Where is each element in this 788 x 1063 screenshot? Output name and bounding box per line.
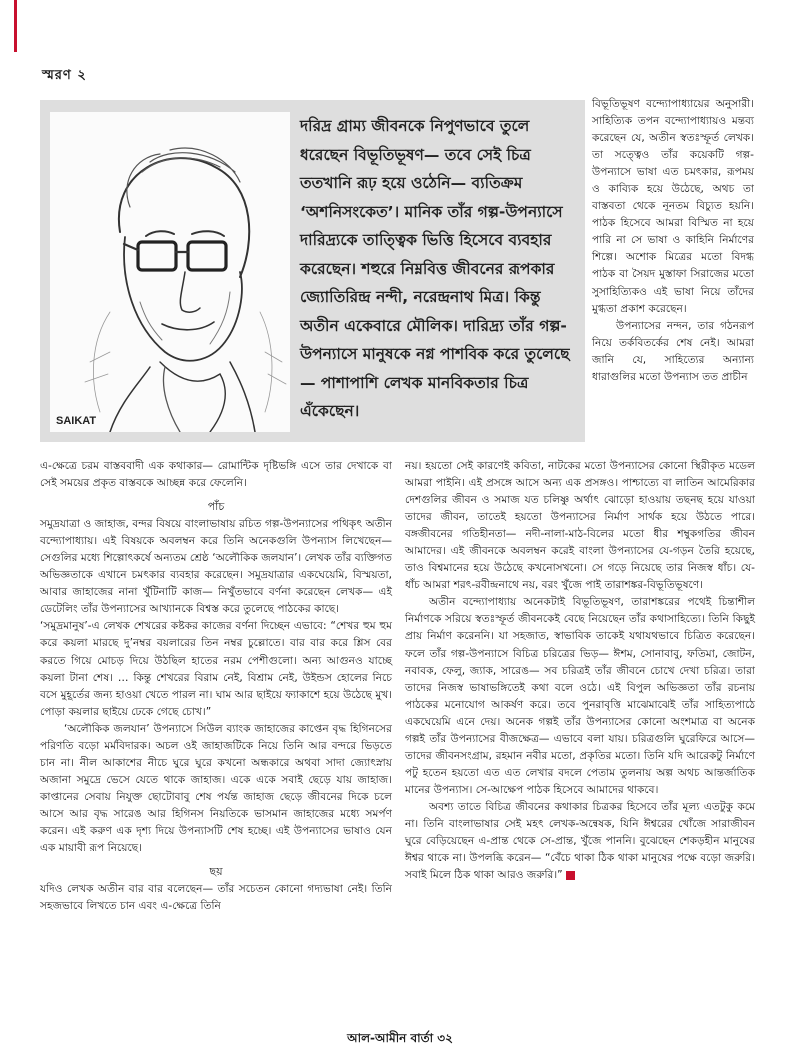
page-footer: আল-আমীন বার্তা ৩২ bbox=[347, 1031, 453, 1045]
accent-bar bbox=[14, 0, 17, 52]
paragraph: এ-ক্ষেত্রে চরম বাস্তববাদী এক কথাকার— রোমান্টিক দৃষ্টিভঙ্গি এসে তার দেখাকে বা সেই সময়ের প্রকৃত বাস্তবকে আচ্ছন্ন করে ফেলেনি। bbox=[40, 460, 392, 490]
paragraph bbox=[405, 799, 755, 884]
paragraph-text: অবশ্য তাতে বিচিত্র জীবনের কথাকার চিত্রকর হিসেবে তাঁর মূল্য এতটুকু কমে না। তিনি বাংলাভাষার সেই মহৎ লেখক-অন্বেষক, যিনি ঈশ্বরের খোঁজে সারাজীবন ঘুরে বেড়িয়েছেন এ-প্রান্ত থেকে সে-প্রান্ত, খুঁজে পাননি। বুঝেছেন শেকড়হীন মানুষের ঈশ্বর থাকে না। উপলব্ধি করেন— “বেঁচে থাকা ঠিক থাকা মানুষের পক্ষে বড়ো জরুরি। সবাই মিলে ঠিক থাকা আরও জরুরি।” bbox=[405, 800, 755, 882]
left-column bbox=[40, 458, 392, 915]
paragraph: ‘সমুদ্রমানুষ’-এ লেখক শেখরের কষ্টকর কাজের বর্ণনা দিচ্ছেন এভাবে: “শেখর হুম হুম করে কয়লা মারছে দু’নম্বর বয়লারের তিন নম্বর চুল্লোতে। বার বার করে শ্লিস বের করতে গিয়ে মোচড় দিয়ে উঠছিল হাতের নরম পেশীগুলো। অন্য আগুনও যাচ্ছে কয়লা টানা শেষ। … কিন্তু শেখরের বিরাম নেই, বিশ্রাম নেই, উইন্ডস হোলের নিচে বসে মুহূর্তের জন্য হাওয়া খেতে পারল না। ঘাম আর ছাইয়ে ফ্যাকাশে হয়ে উঠেছে মুখ। পোড়া কয়লার ছাইয়ে ঢেকে গেছে চোখ।” bbox=[40, 620, 392, 718]
pull-quote: দরিদ্র গ্রাম্য জীবনকে নিপুণভাবে তুলে ধরেছেন বিভূতিভূষণ— তবে সেই চিত্র ততখানি রূঢ় হয়ে ওঠেনি— ব্যতিক্রম ‘অশনিসংকেত’। মানিক তাঁর গল্প-উপন্যাসে দারিদ্র্যকে তাত্ত্বিক ভিত্তি হিসেবে ব্যবহার করেছেন। শহুরে নিম্নবিত্ত জীবনের রূপকার জ্যোতিরিন্দ্র নন্দী, নরেন্দ্রনাথ মিত্র। কিন্তু অতীন একেবারে মৌলিক। দারিদ্র্য তাঁর গল্প-উপন্যাসে মানুষকে নগ্ন পাশবিক করে তুলেছে— পাশাপাশি লেখক মানবিকতার চিত্র এঁকেছেন। bbox=[300, 117, 570, 420]
section-heading: ছয় bbox=[209, 865, 223, 879]
artist-signature: SAIKAT bbox=[56, 415, 97, 427]
portrait-illustration bbox=[50, 112, 290, 432]
right-column bbox=[592, 96, 754, 386]
end-mark-icon bbox=[566, 871, 575, 880]
paragraph: বিভূতিভূষণ বন্দ্যোপাধ্যায়ের অনুসারী। সাহিত্যিক তপন বন্দ্যোপাধ্যায়ও মন্তব্য করেছেন যে, অতীন স্বতঃস্ফূর্ত লেখক। তা সত্ত্বেও তাঁর কয়েকটি গল্প-উপন্যাসে ভাষা এত চমৎকার, রূপময় ও কাব্যিক হয়ে উঠেছে, অথচ তা বাস্তবতা থেকে নূনতম বিচ্যুত হয়নি। পাঠক হিসেবে আমরা বিস্মিত না হয়ে পারি না সে ভাষা ও কাহিনি নির্মাণের শিল্পে। অশোক মিত্রের মতো বিদগ্ধ পাঠক বা সৈয়দ মুস্তাফা সিরাজের মতো সুসাহিত্যিকও এই ভাষা নিয়ে তাঁদের মুগ্ধতা প্রকাশ করেছেন। bbox=[592, 98, 754, 315]
paragraph: সমুদ্রযাত্রা ও জাহাজ, বন্দর বিষয়ে বাংলাভাষায় রচিত গল্প-উপন্যাসের পথিকৃৎ অতীন বন্দ্যোপাধ্যায়। এই বিষয়কে অবলম্বন করে তিনি অনেকগুলি উপন্যাস লিখেছেন— সেগুলির মধ্যে শিল্পোৎকর্ষে অন্যতম শ্রেষ্ঠ ‘অলৌকিক জলযান’। লেখক তাঁর ব্যক্তিগত অভিজ্ঞতাকে এখানে চমৎকার ব্যবহার করেছেন। সমুদ্রযাত্রার একঘেয়েমি, বিস্ময়তা, আবার জাহাজের নানা খুঁটিনাটি কাজ— নিখুঁতভাবে বর্ণনা করেছেন লেখক— এই ডেটেলিং তাঁর উপন্যাসের আখ্যানকে বিশ্বস্ত করে তুলেছে পাঠকের কাছে। bbox=[40, 518, 392, 616]
paragraph: অতীন বন্দ্যোপাধ্যায় অনেকটাই বিভূতিভূষণ, তারাশঙ্করের পথেই চিন্তাশীল নির্মাণকে সরিয়ে স্বতঃস্ফূর্ত জীবনকেই বেছে নিয়েছেন তাঁর কথাসাহিত্যে। তিনি কিছুই প্রায় নির্মাণ করেননি। যা সহজাত, স্বাভাবিক তাকেই যথাযথভাবে চিত্রিত করেছেন। ফলে তাঁর গল্প-উপন্যাসে বিচিত্র চরিত্রের ভিড়— ঈশম, সোনাবাবু, ফতিমা, জোটন, নবাবক, ফেলু, জ্যাক, সারেঙ— সব চরিত্রই তাঁর জীবনে চোখে দেখা চরিত্র। তারা তাদের নিজস্ব ভাষাভঙ্গিতেই কথা বলে ওঠে। এই বিপুল অভিজ্ঞতা তাঁর রচনায় পাঠকের মনোযোগ আকর্ষণ করে। তবে পুনরাবৃত্তি মাঝেমাঝেই তাঁর সাহিত্যপাঠে একঘেয়েমি এনে দেয়। অনেক গল্পই তাঁর উপন্যাসের কোনো অংশমাত্র বা অনেক গল্পই তাঁর উপন্যাসের বীজক্ষেত্র— এভাবে বলা যায়। চরিত্রগুলি ঘুরেফিরে আসে— তাদের জীবনসংগ্রাম, রহমান নবীর মতো, প্রকৃতির মতো। তিনি যদি আরেকটু নির্মাণে পটু হতেন হয়তো এত এত লেখার বদলে পেতাম তুলনায় অল্প অথচ আন্তর্জাতিক মানের উপন্যাস। সে-আক্ষেপ পাঠক হিসেবে আমাদের থাকবে। bbox=[405, 596, 755, 796]
section-heading: পাঁচ bbox=[207, 500, 225, 514]
paragraph: উপন্যাসের নন্দন, তার গঠনরূপ নিয়ে তর্কবিতর্কের শেষ নেই। আমরা জানি যে, সাহিত্যের অন্যান্য ধারাগুলির মতো উপন্যাস তত প্রাচীন bbox=[592, 319, 754, 383]
middle-column bbox=[405, 458, 755, 884]
section-label: স্মরণ ২ bbox=[42, 68, 87, 83]
paragraph: যদিও লেখক অতীন বার বার বলেছেন— তাঁর সচেতন কোনো গদ্যভাষা নেই। তিনি সহজভাবে লিখতে চান এবং এ-ক্ষেত্রে তিনি bbox=[40, 883, 392, 913]
paragraph: ‘অলৌকিক জলযান’ উপন্যাসে সিউল ব্যাংক জাহাজের কাপ্তেন বৃদ্ধ হিগিনসের পরিণতি বড়ো মর্মবিদারক। অচল ওই জাহাজটিকে নিয়ে তিনি আর বন্দরে ভিড়তে চান না। নীল আকাশের নীচে ঘুরে ঘুরে কখনো অন্ধকারে অথবা সাদা জ্যোৎস্নায় অজানা সমুদ্রে ভেসে যেতে থাকে জাহাজ। একে একে সবাই ছেড়ে যায় জাহাজ। কাপ্তানের সেবায় নিযুক্ত ছোটোবাবু শেষ পর্যন্ত জাহাজ ছেড়ে জীবনের দিকে চলে আসে আর বৃদ্ধ সারেঙ আর হিগিনস নিয়তিকে ভাসমান জাহাজের মধ্যে সমর্পণ করেন। এই করুণ এক দৃশ্য দিয়ে উপন্যাসটি শেষ হচ্ছে। এই উপন্যাসের ভাষাও যেন এক মায়াবী রূপ নিয়েছে। bbox=[40, 722, 392, 855]
paragraph: নয়। হয়তো সেই কারণেই কবিতা, নাটকের মতো উপন্যাসের কোনো স্থিরীকৃত মডেল আমরা পাইনি। এই প্রসঙ্গে আসে অন্য এক প্রসঙ্গও। পাশ্চাত্যে বা লাতিন আমেরিকার দেশগুলির জীবন ও সমাজ যত চলিষ্ণু অর্থাৎ ঝোড়ো হাওয়ায় তছনছ হয়ে যাওয়া তাদের জীবন, তাতেই হয়তো উপন্যাসের নির্মাণ সার্থক হয়ে উঠতে পারে। বঙ্গজীবনের গতিহীনতা— নদী-নালা-মাঠ-বিলের মতো ধীর শম্বুকগতির জীবন আমাদের। এই জীবনকে অবলম্বন করেই বাংলা উপন্যাসের যে-গড়ন তৈরি হয়েছে, তাও বিশ্বমানের হয়ে উঠেছে কখনোসখনো। সে গড়ে নিয়েছে তার নিজস্ব ধাঁচ। যে-ধাঁচ আমরা শরৎ-রবীন্দ্রনাথে নয়, বরং খুঁজে পাই তারাশঙ্কর-বিভূতিভূষণে। bbox=[405, 460, 755, 592]
